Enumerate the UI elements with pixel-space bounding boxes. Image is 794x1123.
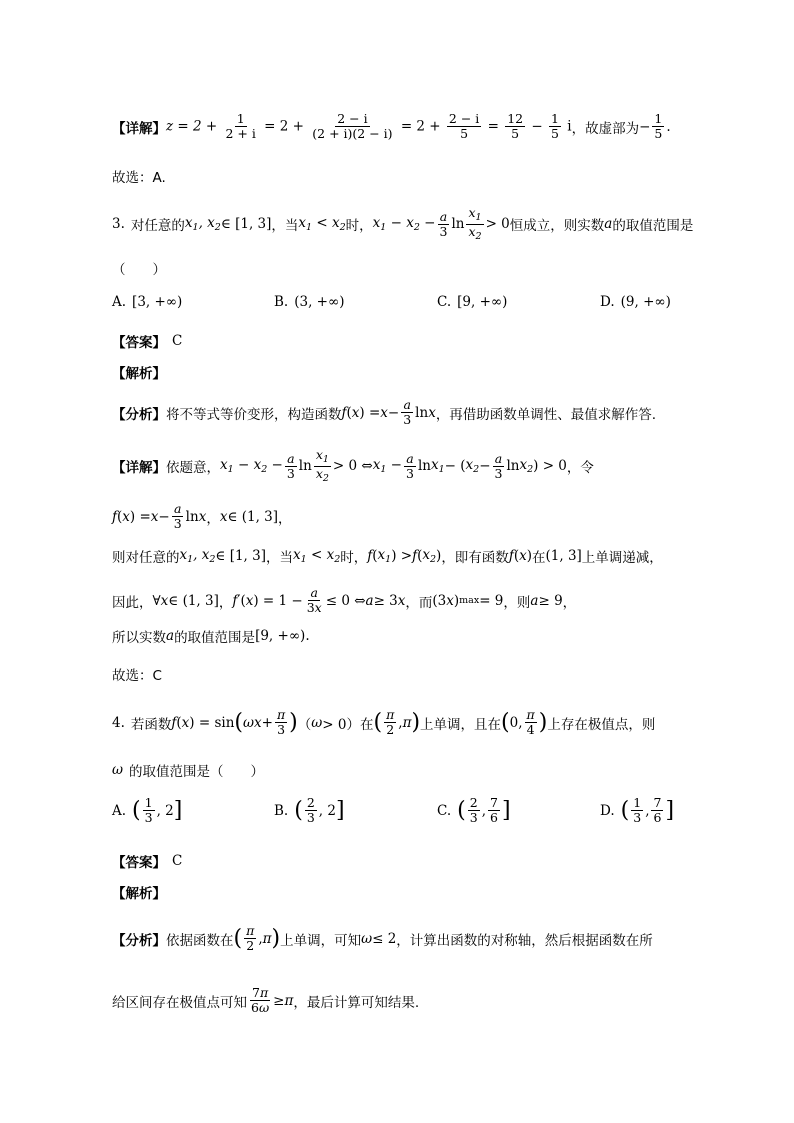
q3-detail-line1: 【详解】 依题意， $x_1 - x_2$ − $\frac{a}{3}$ ln $\frac{x_1}{x_2}$ > 0 ⇔ $x_1$ − $\frac{a}{3}$ ln $x_1$ − ( $x_2$ − $\frac{a}{3}$ ln $x_2$ ) > 0 ，令: [112, 447, 594, 484]
q4-option-c[interactable]: C. ( $\frac{2}{3}$ , $\frac{7}{6}$ ]: [437, 795, 511, 826]
q4-option-b[interactable]: B. ( $\frac{2}{3}$ , 2 ]: [274, 795, 345, 826]
q2-choose: 故选：A.: [112, 170, 166, 186]
q3-option-c[interactable]: C. [9, +∞): [437, 294, 508, 310]
q3-option-b[interactable]: B. (3, +∞): [274, 294, 345, 310]
q3-paren: （ ）: [112, 262, 166, 278]
q2-formula: z = 2 + $\frac{1}{2 + i}$ = 2 + $\frac{2 - i}{(2 + i)(2 - i)}$ = 2 + $\frac{2 - i}{5}$ = $\frac{12}{5}$ − $\frac{1}{5}$ i: [166, 111, 572, 142]
q3-stem-line: 3. 对任意的 $x_1$, $x_2$ ∈ [1, 3] ，当 $x_1 < x_2$ 时， $x_1 - x_2$ − $\frac{a}{3}$ ln $\frac{x_1}{x_2}$ > 0 恒成立，则实数 a 的取值范围是: [112, 205, 694, 242]
q4-number: 4.: [112, 714, 125, 731]
q3-detail-line4: 因此， ∀ x ∈ (1, 3] ， f ′( x ) = 1 − $\frac{a}{3x}$ ≤ 0 ⇔ a ≥ 3 x ，而 (3 x ) max = 9 ，则 a ≥ 9 ，: [112, 585, 577, 616]
q4-fenxi-line2: 给区间存在极值点可知 $\frac{7\pi}{6\omega}$ ≥ π ，最后计算可知结果.: [112, 985, 420, 1016]
q4-stem-line2: ω 的取值范围是（ ）: [112, 762, 265, 780]
q3-detail-line5: 所以实数 a 的取值范围是 [9, +∞) .: [112, 628, 310, 646]
q4-fenxi: 【分析】 依据函数在 ( $\frac{\pi}{2}$ , π ) 上单调，可知 ω ≤ 2 ，计算出函数的对称轴，然后根据函数在所: [112, 923, 653, 954]
q3-choose: 故选：C: [112, 668, 162, 684]
q3-answer: 【答案】 C: [112, 333, 183, 351]
q4-analysis-label: 【解析】: [112, 886, 166, 902]
detail-label: 【详解】: [112, 120, 166, 137]
q2-tail: ，故虚部为: [571, 120, 640, 137]
q2-detail-line: 【详解】 z = 2 + $\frac{1}{2 + i}$ = 2 + $\frac{2 - i}{(2 + i)(2 - i)}$ = 2 + $\frac{2 - i}{5}$ = $\frac{12}{5}$ − $\frac{1}{5}$ i ，故虚部为 − $\frac{1}{5}$ .: [112, 111, 671, 142]
q3-detail-line2: f ( x ) = x − $\frac{a}{3}$ ln x ， x ∈ (1, 3] ，: [112, 501, 292, 532]
q3-option-a[interactable]: A. [3, +∞): [112, 294, 183, 310]
q4-answer: 【答案】 C: [112, 853, 183, 871]
q3-detail-line3: 则对任意的 $x_1$, $x_2$ ∈ [1, 3] ，当 $x_1 < x_2$ 时， f ( $x_1$ ) > f ( $x_2$ ) ，即有函数 f ( x ) 在 (1, 3] 上单调递减，: [112, 547, 663, 566]
q3-fenxi: 【分析】 将不等式等价变形，构造函数 f ( x ) = x − $\frac{a}{3}$ ln x ，再借助函数单调性、最值求解作答.: [112, 397, 657, 428]
q4-stem-line: 4. 若函数 f ( x ) = sin ( ωx + $\frac{\pi}{3}$ ) （ ω > 0） 在 ( $\frac{\pi}{2}$ , π ) 上单调，且在 ( 0, $\frac{\pi}{4}$ ) 上存在极值点，则: [112, 707, 656, 738]
q4-option-a[interactable]: A. ( $\frac{1}{3}$ , 2 ]: [112, 795, 183, 826]
q3-option-d[interactable]: D. (9, +∞): [600, 294, 671, 310]
q4-option-d[interactable]: D. ( $\frac{1}{3}$ , $\frac{7}{6}$ ]: [600, 795, 675, 826]
q3-analysis-label: 【解析】: [112, 366, 166, 382]
q3-number: 3.: [112, 216, 125, 233]
